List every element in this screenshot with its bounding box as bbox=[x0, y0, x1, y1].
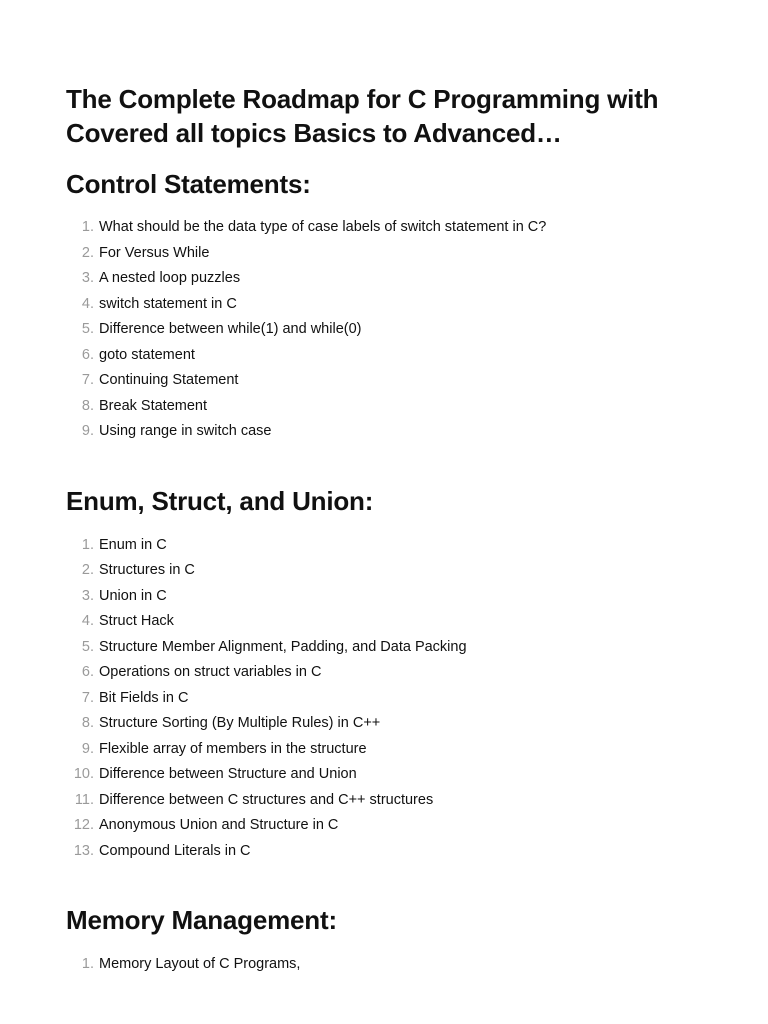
list-item-text: Structures in C bbox=[99, 562, 195, 578]
list-item-number: 2. bbox=[81, 244, 94, 261]
list-item-text: For Versus While bbox=[99, 244, 210, 261]
memory-management-list bbox=[66, 952, 716, 978]
list-item-text: Struct Hack bbox=[99, 613, 174, 629]
list-item bbox=[66, 558, 716, 584]
list-item-number: 11. bbox=[74, 791, 94, 808]
list-item-text: Memory Layout of C Programs, bbox=[99, 956, 301, 972]
list-item bbox=[66, 813, 716, 839]
control-statements-list bbox=[66, 215, 716, 445]
list-item bbox=[66, 584, 716, 610]
list-item-text: Operations on struct variables in C bbox=[99, 664, 322, 680]
list-item-number: 5. bbox=[81, 321, 94, 337]
document-page bbox=[66, 82, 716, 978]
list-item bbox=[66, 343, 716, 369]
list-item-text: goto statement bbox=[99, 346, 195, 363]
list-item-number: 8. bbox=[81, 397, 94, 414]
list-item-number: 4. bbox=[81, 295, 94, 312]
list-item-number: 6. bbox=[81, 346, 94, 363]
list-item-text: Structure Sorting (By Multiple Rules) in C++ bbox=[99, 715, 381, 731]
list-item bbox=[66, 215, 716, 241]
list-item-number: 5. bbox=[81, 638, 94, 655]
list-item-text: Using range in switch case bbox=[99, 423, 272, 439]
section-heading-memory-management: Memory Management: bbox=[66, 905, 337, 935]
list-item-number: 13. bbox=[73, 842, 94, 859]
list-item bbox=[66, 762, 716, 788]
list-item-text: What should be the data type of case labels of switch statement in C? bbox=[99, 219, 547, 235]
list-item bbox=[66, 737, 716, 763]
list-item bbox=[66, 266, 716, 292]
list-item bbox=[66, 686, 716, 712]
list-item-text: switch statement in C bbox=[99, 295, 237, 312]
list-item-text: Difference between C structures and C++ structures bbox=[99, 791, 434, 808]
list-item-number: 12. bbox=[73, 817, 94, 833]
list-item-text: A nested loop puzzles bbox=[99, 270, 241, 286]
list-item-number: 1. bbox=[81, 956, 94, 972]
list-item bbox=[66, 292, 716, 318]
list-item-number: 2. bbox=[81, 562, 94, 578]
page-title: The Complete Roadmap for C Programming with Covered all topics Basics to Advanced… bbox=[66, 84, 659, 148]
list-item-number: 10. bbox=[73, 766, 94, 782]
list-item-number: 4. bbox=[81, 613, 94, 629]
list-item-text: Difference between while(1) and while(0) bbox=[99, 321, 362, 337]
list-item-text: Continuing Statement bbox=[99, 372, 239, 388]
list-item bbox=[66, 241, 716, 267]
list-item bbox=[66, 711, 716, 737]
list-item-text: Bit Fields in C bbox=[99, 689, 189, 706]
list-item-number: 7. bbox=[81, 689, 94, 706]
list-item bbox=[66, 609, 716, 635]
list-item-number: 1. bbox=[81, 219, 94, 235]
list-item bbox=[66, 635, 716, 661]
list-item bbox=[66, 660, 716, 686]
list-item-text: Anonymous Union and Structure in C bbox=[99, 817, 339, 833]
list-item bbox=[66, 839, 716, 865]
list-item-number: 3. bbox=[81, 270, 94, 286]
section-heading-enum-struct-union: Enum, Struct, and Union: bbox=[66, 485, 374, 516]
enum-struct-union-list bbox=[66, 533, 716, 865]
list-item bbox=[66, 533, 716, 559]
list-item-text: Union in C bbox=[99, 587, 167, 604]
list-item bbox=[66, 419, 716, 445]
list-item-number: 1. bbox=[81, 536, 94, 553]
list-item bbox=[66, 394, 716, 420]
list-item-text: Difference between Structure and Union bbox=[99, 766, 357, 782]
list-item bbox=[66, 788, 716, 814]
list-item-number: 6. bbox=[81, 664, 94, 680]
list-item-text: Compound Literals in C bbox=[99, 842, 251, 859]
list-item-text: Break Statement bbox=[99, 397, 207, 414]
list-item-number: 8. bbox=[81, 715, 94, 731]
list-item-number: 7. bbox=[81, 372, 94, 388]
list-item-text: Structure Member Alignment, Padding, and Data Packing bbox=[99, 638, 467, 655]
list-item-text: Enum in C bbox=[99, 536, 167, 553]
list-item bbox=[66, 317, 716, 343]
list-item bbox=[66, 368, 716, 394]
section-heading-control-statements: Control Statements: bbox=[66, 169, 311, 199]
list-item-text: Flexible array of members in the structure bbox=[99, 740, 367, 757]
list-item-number: 9. bbox=[81, 423, 94, 439]
list-item-number: 3. bbox=[81, 587, 94, 604]
list-item bbox=[66, 952, 716, 978]
list-item-number: 9. bbox=[81, 740, 94, 757]
